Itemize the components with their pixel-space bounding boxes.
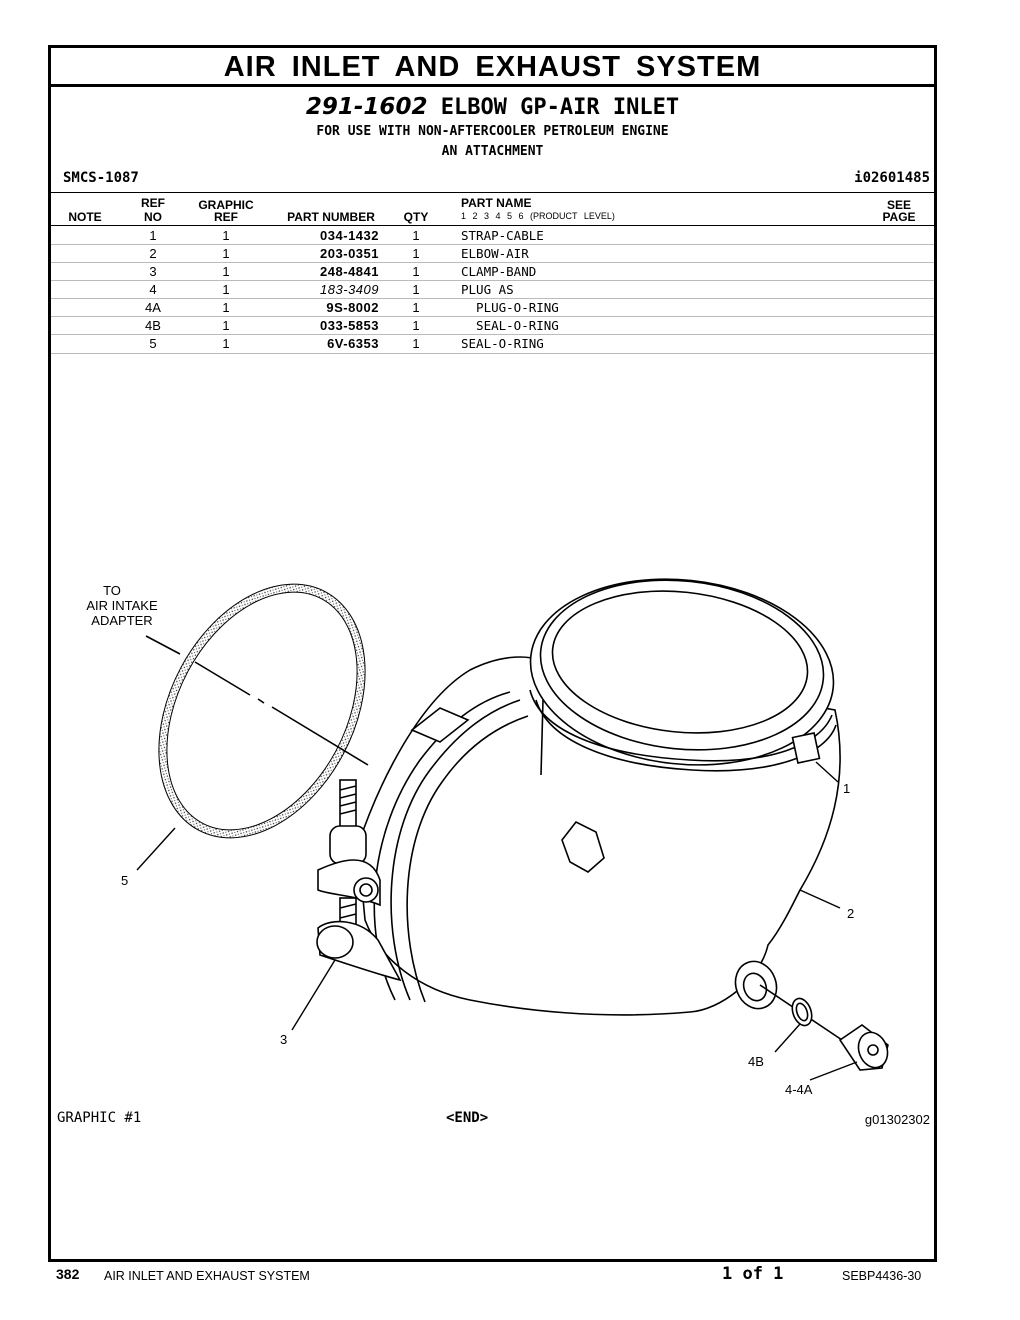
ref-no: 5 <box>149 336 157 351</box>
ref-no: 4B <box>145 318 161 333</box>
to-label-2: AIR INTAKE <box>86 598 158 613</box>
graphic-ref: 1 <box>222 300 230 315</box>
quantity: 1 <box>412 264 420 279</box>
callout-4b: 4B <box>748 1054 764 1069</box>
col-graphic-bottom: REF <box>214 210 238 224</box>
ref-no: 3 <box>149 264 157 279</box>
section-title-bar <box>51 48 934 87</box>
document-id: i02601485 <box>854 170 930 186</box>
callout-5: 5 <box>121 873 129 888</box>
callout-3: 3 <box>280 1032 288 1047</box>
table-row <box>51 227 934 245</box>
quantity: 1 <box>412 318 420 333</box>
page-number: 382 <box>56 1266 80 1282</box>
col-qty: QTY <box>403 210 429 224</box>
ref-no: 4A <box>145 300 161 315</box>
graphic-ref: 1 <box>222 336 230 351</box>
graphic-id: g01302302 <box>864 1112 930 1127</box>
table-row <box>51 335 934 353</box>
row-divider <box>51 353 934 354</box>
col-see-bottom: PAGE <box>882 210 916 224</box>
header-divider <box>51 192 934 193</box>
graphic-ref: 1 <box>222 282 230 297</box>
col-graphic-top: GRAPHIC <box>198 198 254 212</box>
group-name: ELBOW GP-AIR INLET <box>440 95 680 120</box>
col-note: NOTE <box>68 210 102 224</box>
part-name: PLUG-O-RING <box>461 300 559 315</box>
quantity: 1 <box>412 336 420 351</box>
part-name: SEAL-O-RING <box>461 318 559 333</box>
graphic-ref: 1 <box>222 318 230 333</box>
section-title: AIR INLET AND EXHAUST SYSTEM <box>223 51 762 83</box>
group-part-number: 291-1602 <box>305 94 428 120</box>
col-part-name: PART NAME <box>461 196 532 210</box>
group-heading <box>51 94 934 120</box>
table-row <box>51 281 934 299</box>
quantity: 1 <box>412 300 420 315</box>
table-row <box>51 245 934 263</box>
callout-2: 2 <box>847 906 855 921</box>
part-number: 183-3409 <box>320 282 379 297</box>
part-name: STRAP-CABLE <box>461 228 544 243</box>
table-row <box>51 263 934 281</box>
smcs-code: SMCS-1087 <box>63 170 139 186</box>
footer-section: AIR INLET AND EXHAUST SYSTEM <box>104 1269 310 1283</box>
col-see-top: SEE <box>886 198 911 212</box>
page-of: 1 of 1 <box>722 1264 784 1284</box>
end-marker: <END> <box>446 1110 489 1126</box>
table-row <box>51 299 934 317</box>
callout-1: 1 <box>843 781 851 796</box>
quantity: 1 <box>412 282 420 297</box>
part-number: 9S-8002 <box>326 300 379 315</box>
ref-no: 2 <box>149 246 157 261</box>
col-ref-top: REF <box>141 196 165 210</box>
product-levels: 1 2 3 4 5 6 (PRODUCT LEVEL) <box>461 211 615 221</box>
ref-no: 4 <box>149 282 157 297</box>
table-row <box>51 317 934 335</box>
graphic-ref: 1 <box>222 228 230 243</box>
part-name: SEAL-O-RING <box>461 336 544 351</box>
part-number: 203-0351 <box>320 246 379 261</box>
part-number: 248-4841 <box>320 264 379 279</box>
column-header-divider <box>51 225 934 226</box>
page-frame <box>48 45 937 1262</box>
usage-line-2: AN ATTACHMENT <box>441 144 544 159</box>
callout-4-4a: 4-4A <box>785 1082 813 1097</box>
col-part-number: PART NUMBER <box>287 210 375 224</box>
graphic-ref: 1 <box>222 264 230 279</box>
ref-no: 1 <box>149 228 157 243</box>
part-name: PLUG AS <box>461 282 514 297</box>
part-name: CLAMP-BAND <box>461 264 537 279</box>
quantity: 1 <box>412 228 420 243</box>
part-name: ELBOW-AIR <box>461 246 529 261</box>
col-ref-bottom: NO <box>144 210 162 224</box>
part-number: 033-5853 <box>320 318 379 333</box>
usage-line-1: FOR USE WITH NON-AFTERCOOLER PETROLEUM ENGINE <box>316 124 669 139</box>
graphic-ref: 1 <box>222 246 230 261</box>
to-label-1: TO <box>103 583 121 598</box>
part-number: 034-1432 <box>320 228 379 243</box>
graphic-label: GRAPHIC #1 <box>57 1110 142 1126</box>
to-label-3: ADAPTER <box>91 613 153 628</box>
part-number: 6V-6353 <box>327 336 379 351</box>
quantity: 1 <box>412 246 420 261</box>
document-number: SEBP4436-30 <box>842 1269 922 1283</box>
